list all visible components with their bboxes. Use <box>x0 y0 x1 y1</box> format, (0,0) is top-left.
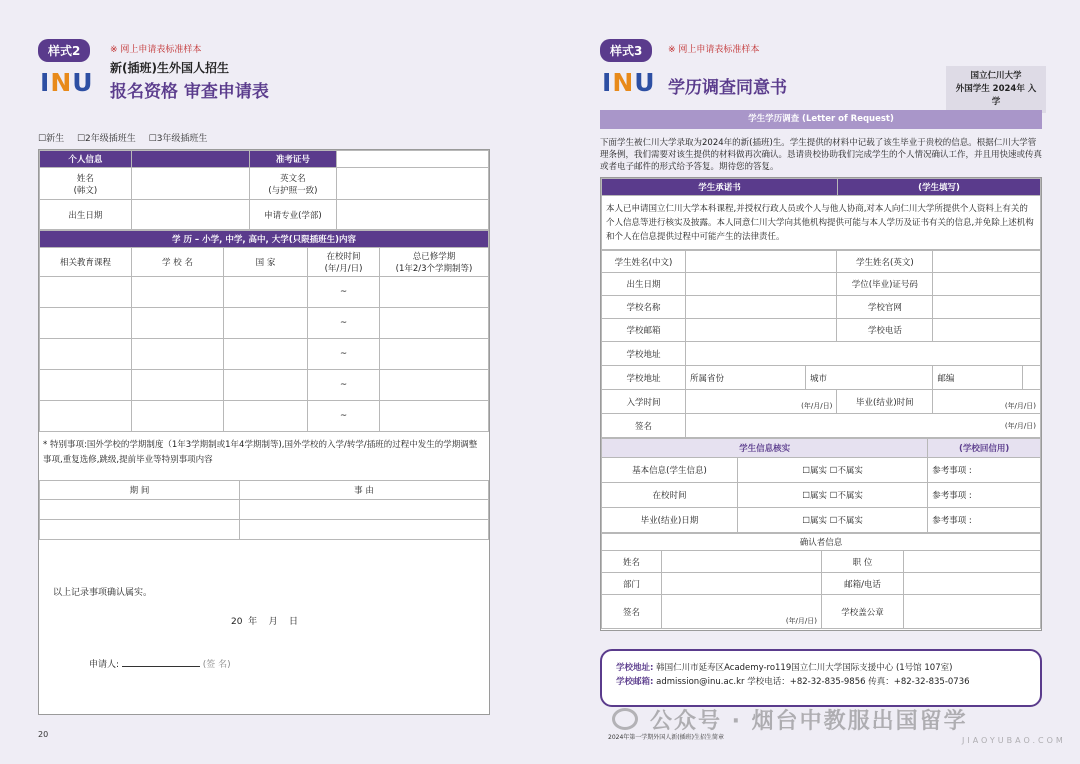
period-table <box>39 480 489 540</box>
school-tel-field[interactable] <box>933 319 1041 342</box>
student-info-table <box>601 250 1041 438</box>
addr-label: 学校地址: <box>616 663 654 673</box>
confirmer-dept-field[interactable] <box>662 573 822 595</box>
confirmer-header: 确认者信息 <box>602 534 1041 551</box>
form-badge: 样式3 <box>600 39 652 62</box>
table-row[interactable]: ~ <box>40 277 489 308</box>
education-header: 学 历 – 小学, 中学, 高中, 大学(只限插班生)内容 <box>40 231 489 248</box>
verify-grad-date: 毕业(结业)日期 <box>602 508 738 533</box>
confirmer-position-field[interactable] <box>904 551 1041 573</box>
verify-basic-info: 基本信息(学生信息) <box>602 458 738 483</box>
degree-no-field[interactable] <box>933 273 1041 296</box>
major-field[interactable] <box>337 200 489 230</box>
student-sign-label: 签名 <box>602 414 686 438</box>
province-label: 所属省份 <box>686 366 806 390</box>
inu-logo: INU <box>40 68 94 97</box>
period-col: 期 间 <box>40 481 240 500</box>
table-row[interactable]: ~ <box>40 401 489 432</box>
major-label: 申请专业(学部) <box>249 200 337 230</box>
form-title: 报名资格 审查申请表 <box>110 82 269 102</box>
watermark: 公众号 · 烟台中教服出国留学 <box>650 709 968 734</box>
english-name-label: 英文名 (与护照一致) <box>249 168 337 200</box>
consent-form <box>600 177 1042 631</box>
form-title: 学历调查同意书 <box>668 78 787 98</box>
check-new[interactable]: ☐新生 <box>38 134 65 144</box>
check-3rd-year[interactable]: ☐3年级插班生 <box>148 134 208 144</box>
grad-label: 毕业(结业)时间 <box>837 390 933 414</box>
school-addr-label: 学校地址 <box>602 342 686 366</box>
addr-text: 韩国仁川市延寿区Academy-ro119国立仁川大学国际支援中心 (1号馆 107室) <box>656 663 953 673</box>
watermark-url: JIAOYUBAO.COM <box>962 736 1066 745</box>
confirmer-dept-label: 部门 <box>602 573 662 595</box>
table-row[interactable]: ~ <box>40 339 489 370</box>
confirmer-position-label: 职 位 <box>822 551 904 573</box>
confirmer-name-label: 姓名 <box>602 551 662 573</box>
mail-text: admission@inu.ac.kr 学校电话：+82-32-835-9856 传真：+82-32-835-0736 <box>656 677 970 687</box>
edu-col-country: 国 家 <box>224 248 308 277</box>
university-corner-box: 国立仁川大学 外国学生 2024年 入学 <box>946 66 1046 113</box>
edu-col-semesters: 总已修学期 (1年2/3个学期制等) <box>380 248 489 277</box>
school-seal-field[interactable] <box>904 595 1041 629</box>
edu-col-course: 相关教育课程 <box>40 248 132 277</box>
school-seal-label: 学校盖公章 <box>822 595 904 629</box>
exam-number-field[interactable] <box>337 151 489 168</box>
verify-ref[interactable]: 参考事项 : <box>928 483 1041 508</box>
enroll-label: 入学时间 <box>602 390 686 414</box>
verify-options[interactable]: ☐属实 ☐不属实 <box>738 508 928 533</box>
applicant-sign-field[interactable] <box>122 666 200 667</box>
verify-ref[interactable]: 参考事项 : <box>928 508 1041 533</box>
korean-name-label: 姓名 (韩文) <box>40 168 132 200</box>
education-table <box>39 230 489 432</box>
school-mail-field[interactable] <box>686 319 837 342</box>
korean-name-field[interactable] <box>131 168 249 200</box>
school-addr2-label: 学校地址 <box>602 366 686 390</box>
verify-options[interactable]: ☐属实 ☐不属实 <box>738 458 928 483</box>
personal-info-table <box>39 150 489 230</box>
cn-name-label: 学生姓名(中文) <box>602 251 686 273</box>
confirmer-sign-label: 签名 <box>602 595 662 629</box>
letter-request-bar: 学生学历调查 (Letter of Request) <box>600 110 1042 129</box>
enroll-field[interactable]: (年/月/日) <box>686 390 837 414</box>
school-name-field[interactable] <box>686 296 837 319</box>
cn-name-field[interactable] <box>686 251 837 273</box>
school-contact-box <box>600 649 1042 707</box>
postcode-field[interactable] <box>1023 366 1041 390</box>
sample-note: ※ 网上申请表标准样本 <box>110 45 202 55</box>
table-row[interactable] <box>40 520 489 540</box>
verify-ref[interactable]: 参考事项 : <box>928 458 1041 483</box>
confirm-text: 以上记录事项确认属实。 <box>53 588 153 598</box>
school-addr-field[interactable] <box>686 342 1041 366</box>
verify-school-note: (学校回信用) <box>928 439 1041 458</box>
confirmer-name-field[interactable] <box>662 551 822 573</box>
pledge-header: 学生承诺书 <box>602 179 838 196</box>
form-badge: 样式2 <box>38 39 90 62</box>
school-web-field[interactable] <box>933 296 1041 319</box>
verify-table <box>601 438 1041 533</box>
postcode-label: 邮编 <box>933 366 1023 390</box>
applicant-line <box>89 657 231 670</box>
table-row[interactable]: ~ <box>40 370 489 401</box>
applicant-type-checks <box>38 131 217 144</box>
english-name-field[interactable] <box>337 168 489 200</box>
application-form <box>38 149 490 715</box>
en-name-field[interactable] <box>933 251 1041 273</box>
verify-period: 在校时间 <box>602 483 738 508</box>
wechat-icon <box>612 708 638 730</box>
degree-no-label: 学位(毕业)证号码 <box>837 273 933 296</box>
edu-col-period: 在校时间 (年/月/日) <box>308 248 380 277</box>
exam-number-header: 准考证号 <box>249 151 337 168</box>
school-name-label: 学校名称 <box>602 296 686 319</box>
verify-options[interactable]: ☐属实 ☐不属实 <box>738 483 928 508</box>
confirmer-email-label: 邮箱/电话 <box>822 573 904 595</box>
verify-header: 学生信息核实 <box>602 439 928 458</box>
birth-field[interactable] <box>686 273 837 296</box>
birth-date-field[interactable] <box>131 200 249 230</box>
right-page <box>540 0 1080 764</box>
pledge-table <box>601 178 1041 250</box>
inu-logo: INU <box>602 68 656 97</box>
city-label: 城市 <box>806 366 933 390</box>
birth-date-label: 出生日期 <box>40 200 132 230</box>
sample-note: ※ 网上申请表标准样本 <box>668 45 760 55</box>
student-sign-field[interactable]: (年/月/日) <box>686 414 1041 438</box>
applicant-label: 申请人: <box>89 660 120 670</box>
edu-col-school: 学 校 名 <box>132 248 224 277</box>
birth-label: 出生日期 <box>602 273 686 296</box>
personal-info-header: 个人信息 <box>40 151 132 168</box>
check-2nd-year[interactable]: ☐2年级插班生 <box>76 134 136 144</box>
pledge-fill-note: (学生填写) <box>838 179 1041 196</box>
school-mail-label: 学校邮箱 <box>602 319 686 342</box>
pledge-text: 本人已申请国立仁川大学本科课程,并授权行政人员或个人与他人协商,对本人向仁川大学所提供个人资料上有关的个人信息等进行核实及披露。本人同意仁川大学向其他机构提供可能与本人学历及证书有关的信息,并免除上述机构和个人在信息提供过程中可能产生的法律责任。 <box>602 196 1041 250</box>
form-subtitle: 新(插班)生外国人招生 <box>110 61 229 75</box>
confirmer-email-field[interactable] <box>904 573 1041 595</box>
school-tel-label: 学校电话 <box>837 319 933 342</box>
sign-hint: (签 名) <box>202 660 231 670</box>
mail-label: 学校邮箱: <box>616 677 654 687</box>
confirmer-sign-field[interactable]: (年/月/日) <box>662 595 822 629</box>
en-name-label: 学生姓名(英文) <box>837 251 933 273</box>
table-row[interactable]: ~ <box>40 308 489 339</box>
reason-col: 事 由 <box>240 481 489 500</box>
intro-text: 下面学生被仁川大学录取为2024年的新(插班)生。学生提供的材料中记载了该生毕业于贵校的信息。根据仁川大学管理条例，我们需要对该生提供的材料做再次确认。恳请贵校协助我们完成学生的个人情况确认工作，并且用快速或传真或者电子邮件的形式给予答复。期待您的答复。 <box>600 138 1043 172</box>
confirmer-table <box>601 533 1041 629</box>
page-footer: 2024年第一学期外国人新(插班)生招生简章 <box>608 734 724 741</box>
special-notes: * 特别事项:国外学校的学期制度（1年3学期制或1年4学期制等),国外学校的入学/转学/插班的过程中发生的学期调整事项,重复选修,跳级,提前毕业等特别事项内容 <box>43 440 478 465</box>
table-row[interactable] <box>40 500 489 520</box>
date-line: 20 年 月 日 <box>231 617 299 627</box>
grad-field[interactable]: (年/月/日) <box>933 390 1041 414</box>
page-number: 20 <box>38 730 49 739</box>
school-web-label: 学校官网 <box>837 296 933 319</box>
